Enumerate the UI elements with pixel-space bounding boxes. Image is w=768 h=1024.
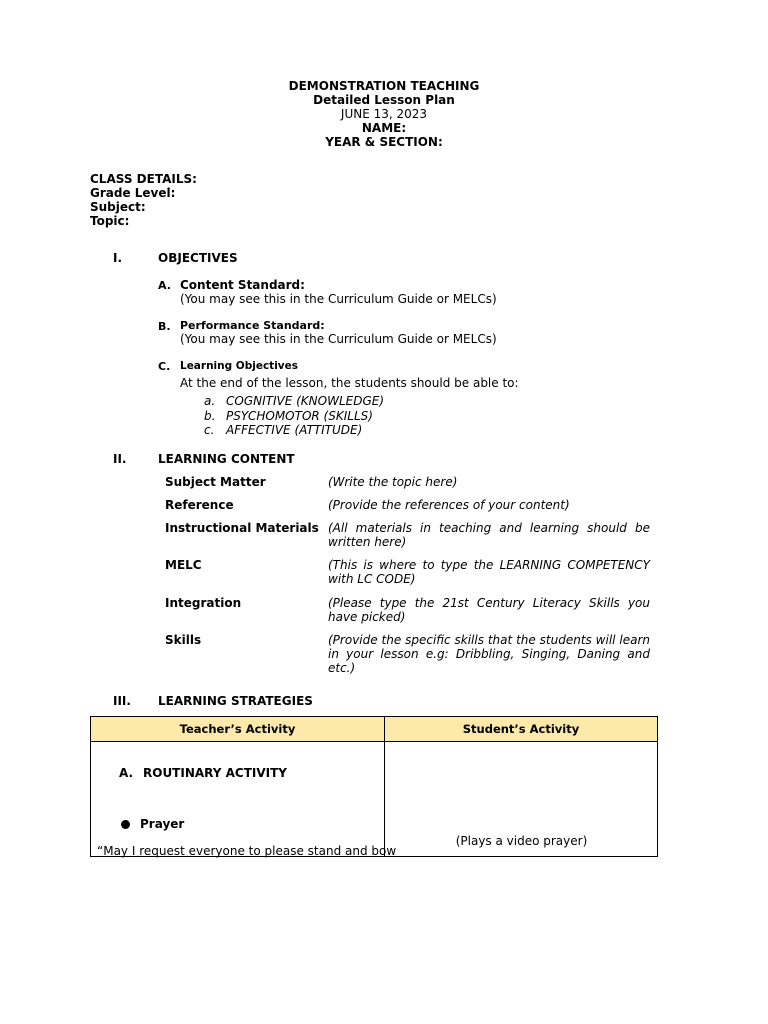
name-label: NAME: (361, 121, 407, 135)
integration-label: Integration (165, 596, 242, 610)
learning-strategies-table (90, 716, 658, 857)
performance-standard-note: (You may see this in the Curriculum Guide or MELCs) (180, 332, 497, 346)
sub-item-letter: a. (204, 394, 216, 408)
class-details-heading: CLASS DETAILS: (90, 172, 197, 186)
subject-label: Subject: (90, 200, 146, 214)
objectives-numeral: I. (113, 251, 123, 265)
sub-item-letter: b. (204, 409, 216, 423)
instructional-materials-label: Instructional Materials (165, 521, 319, 535)
student-activity-cell (385, 742, 658, 857)
instructional-materials-value: (All materials in teaching and learning should be written here) (328, 521, 650, 549)
year-section-label: YEAR & SECTION: (325, 135, 443, 149)
learning-strategies-heading: LEARNING STRATEGIES (158, 694, 313, 708)
sub-item-letter: c. (204, 423, 215, 437)
student-activity-header: Student’s Activity (385, 717, 658, 742)
affective-objective: AFFECTIVE (ATTITUDE) (226, 423, 363, 437)
routinary-activity-title: ROUTINARY ACTIVITY (143, 766, 287, 780)
skills-value: (Provide the specific skills that the students will learn in your lesson e.g: Dribbling, Singing, Daning and etc.) (328, 633, 650, 675)
skills-label: Skills (165, 633, 202, 647)
prayer-item (121, 817, 184, 831)
document-title: DEMONSTRATION TEACHING (288, 79, 480, 93)
student-prayer-text: (Plays a video prayer) (455, 834, 588, 848)
bullet-icon (121, 820, 130, 829)
objective-letter: A. (158, 279, 171, 292)
content-standard-note: (You may see this in the Curriculum Guide or MELCs) (180, 292, 497, 306)
document-subtitle: Detailed Lesson Plan (313, 93, 455, 107)
learning-objectives-label: Learning Objectives (180, 360, 299, 372)
learning-strategies-numeral: III. (113, 694, 131, 708)
melc-label: MELC (165, 558, 202, 572)
grade-level-label: Grade Level: (90, 186, 176, 200)
teacher-activity-cell (91, 742, 397, 858)
content-standard-label: Content Standard: (180, 278, 305, 292)
objectives-heading: OBJECTIVES (158, 251, 238, 265)
subject-matter-label: Subject Matter (165, 475, 266, 489)
teacher-activity-header: Teacher’s Activity (91, 717, 385, 742)
reference-value: (Provide the references of your content) (328, 498, 570, 512)
melc-value: (This is where to type the LEARNING COMPETENCY with LC CODE) (328, 558, 650, 586)
integration-value: (Please type the 21st Century Literacy Skills you have picked) (328, 596, 650, 624)
reference-label: Reference (165, 498, 234, 512)
teacher-prayer-text: “May I request everyone to please stand and bow (97, 844, 397, 858)
document-date: JUNE 13, 2023 (340, 107, 428, 121)
psychomotor-objective: PSYCHOMOTOR (SKILLS) (226, 409, 373, 423)
cognitive-objective: COGNITIVE (KNOWLEDGE) (226, 394, 385, 408)
section-letter: A. (119, 766, 134, 780)
prayer-label: Prayer (140, 817, 185, 831)
objective-letter: B. (158, 320, 171, 333)
learning-objectives-note: At the end of the lesson, the students should be able to: (180, 376, 519, 390)
learning-content-heading: LEARNING CONTENT (158, 452, 295, 466)
objective-letter: C. (158, 360, 171, 373)
topic-label: Topic: (90, 214, 130, 228)
subject-matter-value: (Write the topic here) (328, 475, 458, 489)
learning-content-numeral: II. (113, 452, 127, 466)
performance-standard-label: Performance Standard: (180, 319, 325, 332)
